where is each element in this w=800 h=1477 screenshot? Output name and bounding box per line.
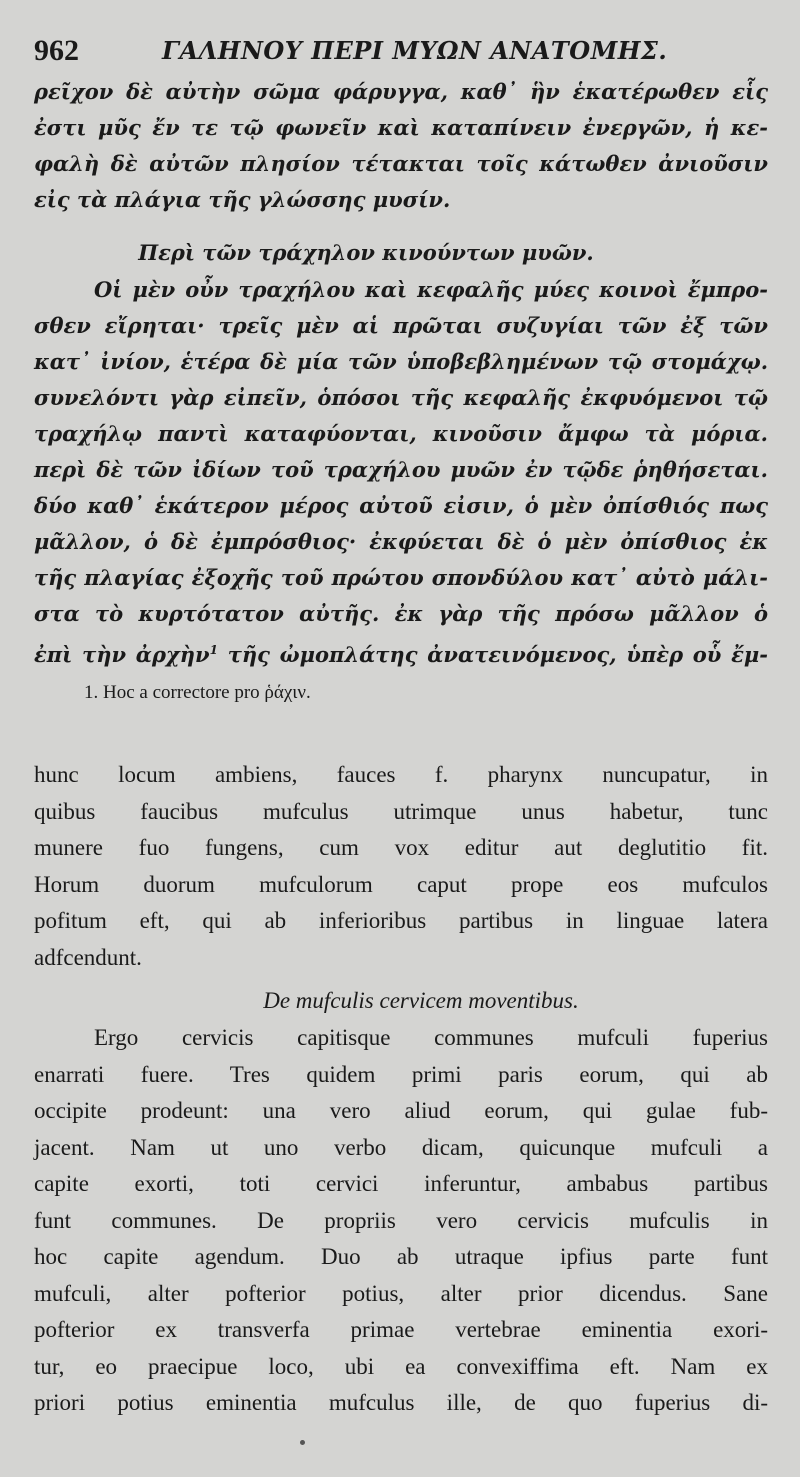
text-line: περὶ δὲ τῶν ἰδίων τοῦ τραχήλου μυῶν ἐν τῷδε ῥηθήσεται. <box>34 457 768 482</box>
greek-paragraph-2 <box>34 272 768 673</box>
latin-paragraph-2 <box>34 1020 768 1422</box>
text-line: δύο καθ᾿ ἑκάτερον μέρος αὐτοῦ εἰσιν, ὁ μὲν ὀπίσθιός πως <box>34 493 768 518</box>
text-line: tur, eo praecipue loco, ubi ea convexiffima eft. Nam ex <box>34 1353 768 1379</box>
text-line: enarrati fuere. Tres quidem primi paris eorum, qui ab <box>34 1061 768 1087</box>
footnote <box>34 679 768 707</box>
footnote-number: 1. <box>84 682 99 703</box>
text-line: ρεῖχον δὲ αὐτὴν σῶμα φάρυγγα, καθ᾿ ἣν ἑκατέρωθεν εἷς <box>34 79 768 104</box>
text-line: μᾶλλον, ὁ δὲ ἐμπρόσθιος· ἐκφύεται δὲ ὁ μὲν ὀπίσθιος ἐκ <box>34 529 768 554</box>
greek-section-heading: Περὶ τῶν τράχηλον κινούντων μυῶν. <box>138 240 594 265</box>
text-line: hoc capite agendum. Duo ab utraque ipfius parte funt <box>34 1244 768 1269</box>
print-speck <box>300 1440 305 1445</box>
text-line: hunc locum ambiens, fauces f. pharynx nuncupatur, in <box>34 762 768 787</box>
text-segment: τῆς ὠμοπλάτης ἀνατεινόμενος, ὑπὲρ οὗ ἔμ- <box>217 642 769 667</box>
greek-paragraph-1 <box>34 74 768 218</box>
text-line: jacent. Nam ut uno verbo dicam, quicunque mufculi a <box>34 1134 768 1160</box>
text-line: Οἱ μὲν οὖν τραχήλου καὶ κεφαλῆς μύες κοινοὶ ἔμπρο- <box>94 277 768 302</box>
text-line: σθεν εἴρηται· τρεῖς μὲν αἱ πρῶται συζυγίαι τῶν ἐξ τῶν <box>34 313 768 338</box>
latin-section-heading: De mufculis cervicem moventibus. <box>263 988 579 1013</box>
text-line: priori potius eminentia mufculus ille, de quo fuperius di- <box>34 1390 768 1415</box>
text-line: ἐστι μῦς ἔν τε τῷ φωνεῖν καὶ καταπίνειν ἐνεργῶν, ἡ κε- <box>34 115 768 140</box>
text-line: munere fuo fungens, cum vox editur aut deglutitio fit. <box>34 835 768 860</box>
text-line: mufculi, alter pofterior potius, alter prior dicendus. Sane <box>34 1280 768 1306</box>
running-head: ΓΑΛΗΝΟΥ ΠΕΡΙ ΜΥΩΝ ΑΝΑΤΟΜΗΣ. <box>162 36 668 65</box>
text-line: εἰς τὰ πλάγια τῆς γλώσσης μυσίν. <box>34 187 451 212</box>
text-line: quibus faucibus mufculus utrimque unus habetur, tunc <box>34 798 768 824</box>
page-number: 962 <box>34 34 79 67</box>
text-line: Ergo cervicis capitisque communes mufculi fuperius <box>94 1025 768 1050</box>
text-line-with-footnote-marker <box>34 632 768 673</box>
text-line: φαλὴ δὲ αὐτῶν πλησίον τέτακται τοῖς κάτωθεν ἀνιοῦσιν <box>34 151 768 176</box>
footnote-text: Hoc a correctore pro ῥάχιν. <box>103 682 311 703</box>
text-line: τῆς πλαγίας ἐξοχῆς τοῦ πρώτου σπονδύλου κατ᾿ αὐτὸ μάλι- <box>34 565 768 590</box>
text-line: pofitum eft, qui ab inferioribus partibus in linguae latera <box>34 908 768 933</box>
text-line: occipite prodeunt: una vero aliud eorum, qui gulae fub- <box>34 1098 768 1123</box>
footnote-marker: 1 <box>209 643 218 657</box>
text-line: τραχήλῳ παντὶ καταφύονται, κινοῦσιν ἄμφω τὰ μόρια. <box>34 421 768 446</box>
text-line: adfcendunt. <box>34 944 142 970</box>
text-line: funt communes. De propriis vero cervicis mufculis in <box>34 1207 768 1233</box>
text-line: κατ᾿ ἰνίον, ἑτέρα δὲ μία τῶν ὑποβεβλημένων τῷ στομάχῳ. <box>34 349 768 374</box>
text-line: συνελόντι γὰρ εἰπεῖν, ὁπόσοι τῆς κεφαλῆς ἐκφυόμενοι τῷ <box>34 385 768 410</box>
text-segment: ἐπὶ τὴν ἀρχὴν <box>34 642 210 667</box>
page-header <box>34 24 768 74</box>
text-line: capite exorti, toti cervici inferuntur, ambabus partibus <box>34 1171 768 1196</box>
text-line: στα τὸ κυρτότατον αὐτῆς. ἐκ γὰρ τῆς πρόσω μᾶλλον ὁ <box>34 601 768 626</box>
book-page <box>34 24 768 1464</box>
text-line: pofterior ex transverfa primae vertebrae eminentia exori- <box>34 1317 768 1342</box>
latin-paragraph-1 <box>34 757 768 976</box>
text-line: Horum duorum mufculorum caput prope eos mufculos <box>34 871 768 897</box>
